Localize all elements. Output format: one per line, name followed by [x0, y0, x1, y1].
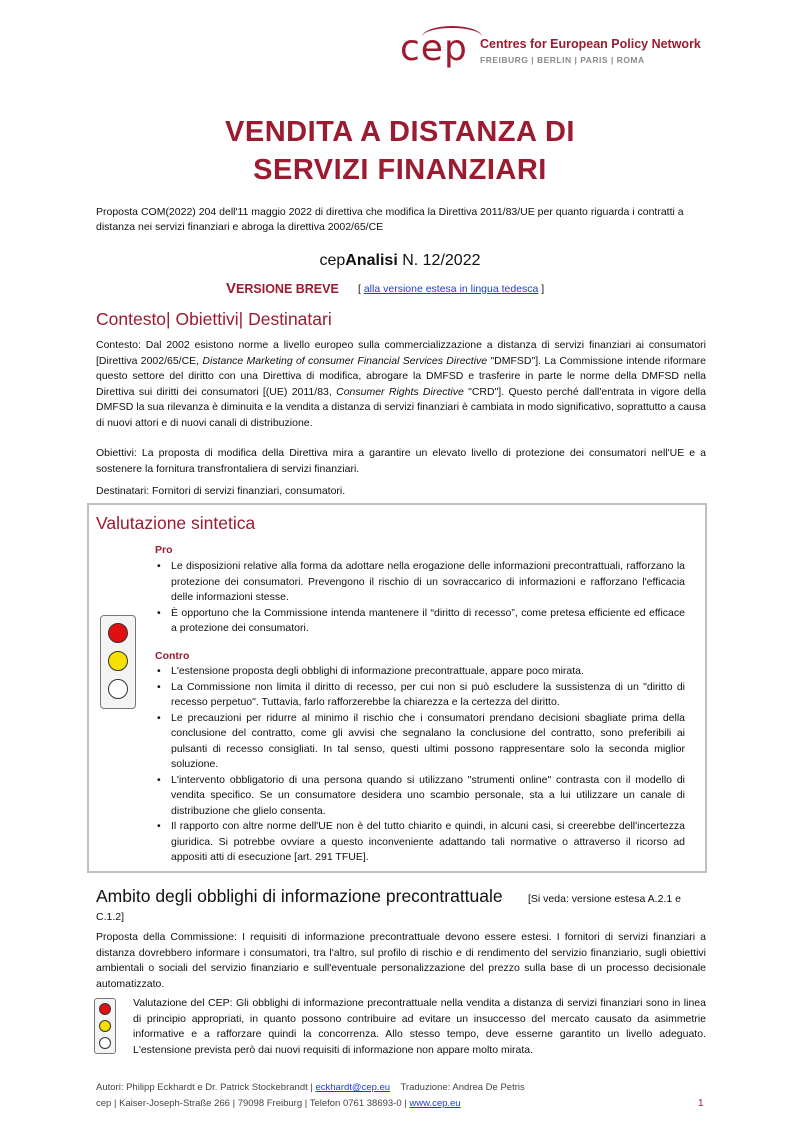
list-item: • L'estensione proposta degli obblighi di informazione precontrattuale, appare poco mirata.	[155, 664, 685, 680]
pro-list	[155, 559, 685, 637]
org-cities: FREIBURG | BERLIN | PARIS | ROMA	[480, 55, 645, 65]
traffic-light-icon	[100, 615, 136, 709]
off-lamp-icon	[108, 679, 128, 699]
extended-version-link[interactable]: alla versione estesa in lingua tedesca	[363, 283, 539, 295]
org-name: Centres for European Policy Network	[480, 37, 701, 51]
contesto-text-1: Contesto: Dal 2002 esistono norme a livello europeo sulla commercializzazione a distanza di servizi finanziari ai consumatori [Direttiva 2002/65/CE,	[96, 339, 706, 367]
analisi-prefix: cep	[319, 252, 346, 269]
versione-breve-label	[226, 280, 339, 297]
obiettivi-paragraph: Obiettivi: La proposta di modifica della Direttiva mira a garantire un elevato livello di protezione dei consumatori nell'UE e a sostenere la fornitura transfrontaliera di servizi finanziari.	[96, 447, 706, 475]
footer-address	[96, 1098, 461, 1109]
contro-label: Contro	[155, 650, 190, 662]
footer-address-text: cep | Kaiser-Joseph-Straße 266 | 79098 Freiburg | Telefon 0761 38693-0 |	[96, 1098, 410, 1109]
versione-link-wrap	[358, 283, 544, 295]
footer-authors	[96, 1082, 525, 1093]
contesto-text-3: "CRD"]. Questo perché dall'entrata in vigore della DMFSD la sua rilevanza è diminuita e la vendita a distanza di servizi finanziari è cambiata in modo significativo, soprattutto a causa di nuovi attori e di nuovi canali di distribuzione.	[96, 385, 706, 429]
footer-authors-text: Autori: Philipp Eckhardt e Dr. Patrick Stockebrandt |	[96, 1082, 316, 1093]
page-number: 1	[698, 1098, 704, 1109]
bracket-close: ]	[538, 283, 545, 295]
section-heading-contesto: Contesto| Obiettivi| Destinatari	[96, 309, 332, 329]
list-item: • Le precauzioni per ridurre al minimo il rischio che i consumatori prendano decisioni sbagliate prima della conclusione del contratto, come gli avvisi che segnalano la conclusione del contratto, sono preferibili ai pulsanti di recesso consigliati. In tal senso, questi ultimi possono rappresentare solo la seconda miglior soluzione.	[155, 711, 685, 773]
logo-mark: cep	[400, 28, 468, 69]
contesto-italic-2: Consumer Rights Directive	[336, 385, 464, 398]
valutazione-cep-paragraph: Valutazione del CEP: Gli obblighi di informazione precontrattuale nella vendita a distanza di servizi finanziari sono in linea di principio appropriati, in quanto possono contribuire ad evitare un insuccesso del mercato causato da asimmetrie informative e a rafforzare quindi la concorrenza. Allo stesso tempo, deve esserne garantito un livello adeguato. L'estensione prevista però dai nuovi requisiti di informazione non appare molto mirata.	[133, 997, 706, 1056]
contesto-paragraph	[96, 338, 706, 431]
analisi-num: N. 12/2022	[397, 252, 481, 269]
pro-label: Pro	[155, 544, 173, 556]
versione-first-letter: V	[226, 280, 237, 297]
subtitle: Proposta COM(2022) 204 dell'11 maggio 2022 di direttiva che modifica la Direttiva 2011/83/UE per quanto riguarda i contratti a distanza nei servizi finanziari e abroga la direttiva 2002/65/CE	[96, 206, 684, 233]
valutazione-sintetica-box	[87, 503, 707, 873]
yellow-lamp-small-icon	[99, 1020, 111, 1032]
cep-logo[interactable]	[400, 28, 720, 72]
destinatari-paragraph: Destinatari: Fornitori di servizi finanziari, consumatori.	[96, 485, 346, 497]
contesto-italic-1: Distance Marketing of consumer Financial Services Directive	[202, 354, 488, 367]
list-item: • Le disposizioni relative alla forma da adottare nella erogazione delle informazioni precontrattuali, rafforzano la protezione dei consumatori. Prevengono il rischio di un sovraccarico di informazioni e rafforzano l'efficacia delle informazioni stesse.	[155, 559, 685, 606]
section-heading-ambito: Ambito degli obblighi di informazione precontrattuale	[96, 886, 503, 906]
section-ref-2: C.1.2]	[96, 911, 125, 923]
valutazione-heading: Valutazione sintetica	[96, 513, 256, 533]
list-item: • L'intervento obbligatorio di una persona quando si utilizzano "strumenti online" contrasta con il modello di vendita specifico. Se un consumatore desidera uno scambio personale, sta a lui utilizzare un canale di distribuzione che glielo consenta.	[155, 773, 685, 820]
footer-email-link[interactable]: eckhardt@cep.eu	[315, 1082, 391, 1093]
list-item: • La Commissione non limita il diritto di recesso, per cui non si può escludere la sussistenza di un "diritto di recesso perpetuo". Tuttavia, farlo rafforzerebbe la chiarezza e la certezza del diritto.	[155, 680, 685, 711]
red-lamp-small-icon	[99, 1003, 111, 1015]
contesto-text-2: "DMFSD"]. La Commissione intende riformare questo settore del diritto con una Direttiva di modifica, abrogare la DMFSD e trasferire in parte le norme della DMFSD nella Direttiva sui diritti dei consumatori [(UE) 2011/83,	[96, 354, 706, 398]
document-title-line2: SERVIZI FINANZIARI	[253, 154, 547, 186]
versione-rest: ERSIONE BREVE	[236, 282, 339, 296]
document-title-line1: VENDITA A DISTANZA DI	[225, 116, 575, 148]
yellow-lamp-icon	[108, 651, 128, 671]
footer-website-link[interactable]: www.cep.eu	[409, 1098, 461, 1109]
off-lamp-small-icon	[99, 1037, 111, 1049]
list-item: • È opportuno che la Commissione intenda mantenere il “diritto di recesso”, come pretesa efficiente ed efficace a protezione dei consumatori.	[155, 606, 685, 637]
list-item: • Il rapporto con altre norme dell'UE non è del tutto chiarito e quindi, in alcuni casi, si creerebbe dell'incertezza giuridica. Si potrebbe ovviare a questo inconveniente adattando tali normative o attraverso il ricorso ad appositi atti di esecuzione [art. 291 TFUE].	[155, 819, 685, 866]
bracket-open: [	[358, 283, 364, 295]
footer-translation: Traduzione: Andrea De Petris	[390, 1082, 525, 1093]
analisi-bold: Analisi	[345, 252, 398, 269]
proposta-paragraph: Proposta della Commissione: I requisiti di informazione precontrattuale devono essere estesi. I fornitori di servizi finanziari a distanza dovrebbero informare i consumatori, tra l'altro, sul profilo di rischio e di rendimento del servizio finanziario, sugli obiettivi ambientali o sociali del servizio finanziario e sull'eventuale personalizzazione del prezzo sulla base di un processo decisionale automatizzato.	[96, 931, 706, 990]
section-ref: [Si veda: versione estesa A.2.1 e	[528, 893, 681, 905]
red-lamp-icon	[108, 623, 128, 643]
traffic-light-small-icon	[94, 998, 116, 1054]
analisi-number	[0, 252, 800, 270]
contro-list	[155, 664, 685, 866]
